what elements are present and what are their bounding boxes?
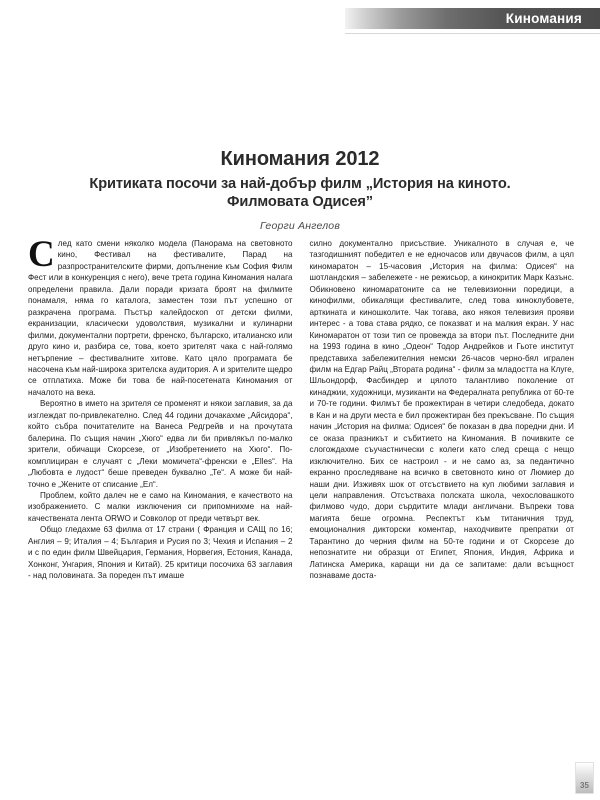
running-header-bar <box>345 8 600 29</box>
article-subtitle-line-1: Критиката посочи за най-добър филм „История на киното. <box>89 175 511 192</box>
page-title: Киномания 2012 <box>220 148 380 170</box>
column-left <box>28 234 293 772</box>
paragraph: Проблем, който далеч не е само на Киномания, е качеството на изображението. С малки изключения си припомнихме на най-качествената лента ORWO и Совколор от преди четвърт век. <box>28 490 293 523</box>
header-rule <box>345 33 600 34</box>
article-subtitle-line-2: Филмовата Одисея” <box>227 194 373 211</box>
running-header-title: Киномания <box>505 11 582 26</box>
column-right <box>310 238 575 772</box>
paragraph: Вероятно в името на зрителя се променят и някои заглавия, за да изглеждат по-привлекателно. След 44 години дочакахме „Айсидора“, който събра почитателите на Ванеса Редгрейв и на прочутата балерина. По същия начин „Хюго“ едва ли би привлякъл по-малко зрители, обичащи Скорсезе, от „Изобретението на Хюго“. По-комплициран е случаят с „Леки момичета“-френски е „Elles“. На „Любовта е лудост“ беше преведен буквално „Те“. А може би най-точно е „Жените от списание „Ел“. <box>28 399 293 489</box>
article-body <box>28 234 574 772</box>
paragraph: След като смени няколко модела (Панорама на световното кино, Фестивал на фестивалите, Парад на разпространителските фирми, допълнение към София Филм Фест или в конкуренция с него), вече трета година Киномания налага определени правила. Дали поради кризата броят на филмите понамаля, няма го каталога, заместен този път успешно от разкрачена програма. Пъстър калейдоскоп от детски филми, екранизации, класически удоволствия, музикални и кулинарни филми, документални портрети, френско, българско, италианско или друго кино и, разбира се, това, което зрителят чака с най-голямо нетърпение – фестивалните хитове. Като цяло програмата бе насочена към най-широка зрителска аудитория. А и зрителите щедро се отплатиха. Може би това бе най-посетената Киномания от началото на века. <box>28 234 293 397</box>
article-byline: Георги Ангелов <box>259 219 341 232</box>
paragraph: Общо гледахме 63 филма от 17 страни ( Франция и САЩ по 16; Англия – 9; Италия – 4; България и Русия по 3; Чехия и Испания – 2 и с по един филм Швейцария, Германия, Норвегия, Естония, Канада, Хонконг, Унгария, Япония и Китай). 25 критици посочиха 63 заглавия - над половината. За пореден път имаше <box>28 525 293 581</box>
page-number: 35 <box>580 781 589 790</box>
paragraph: силно документално присъствие. Уникалното в случая е, че тазгодишният победител е не едночасов или двучасов филм, а цял киномаратон – 15-часовия „История на филма: Одисея“ на шотландския – забележете - не режисьор, а кинокритик Марк Казънс. Обикновено киномаратоните са не телевизионни поредици, а кинофилми, обикалящи фестивалите, след това киноклубовете, арткината и киношколите. Чак тогава, ако някоя телевизия прояви интерес - а това става рядко, се показват и на малкия екран. У нас Киномаратон от този тип се провежда за втори път. Последните дни на 1993 година в кино „Одеон“ Тодор Андрейков и Гьоте институт представиха забележителния немски 26-часов черно-бял игрален филм на Едгар Райц „Втората родина“ - филм за младостта на Клуге, Шльондорф, Фасбиндер и цялото талантливо поколение от кинаджии, художници, музиканти на Федералната република от 60-те и 70-те години. Филмът бе прожектиран в четири следобеда, докато в Кан и на други места е бил прожектиран без прекъсване. По същия начин „История на филма: Одисея“ бе показан в два поредни дни. И се оказа празникът и събитието на Киномания. В почивките се слогождахме съучастнически с колеги като след среща с нещо изключително. Бих се настроил - и не само аз, за педантично екранно проследяване на всичко в световното кино от Люмиер до наши дни. Изживях шок от отсъствието на куп любими заглавия и цели направления. Отсъстваха полската школа, чехословашкото филмово чудо, дори сърдитите млади англичани. Въпреки това магията беше огромна. Респектът към титаничния труд, емоционалния дикторски коментар, находчивите препратки от Тарантино до черния филм на 50-те години и от Скорсезе до непознатите ни образци от Египет, Япония, Индия, Африка и Латинска Америка, каращи ни да се запитаме: дали всъщност познаваме доста- <box>309 239 574 581</box>
page-number-badge <box>575 762 594 794</box>
article-title-block <box>28 148 572 232</box>
